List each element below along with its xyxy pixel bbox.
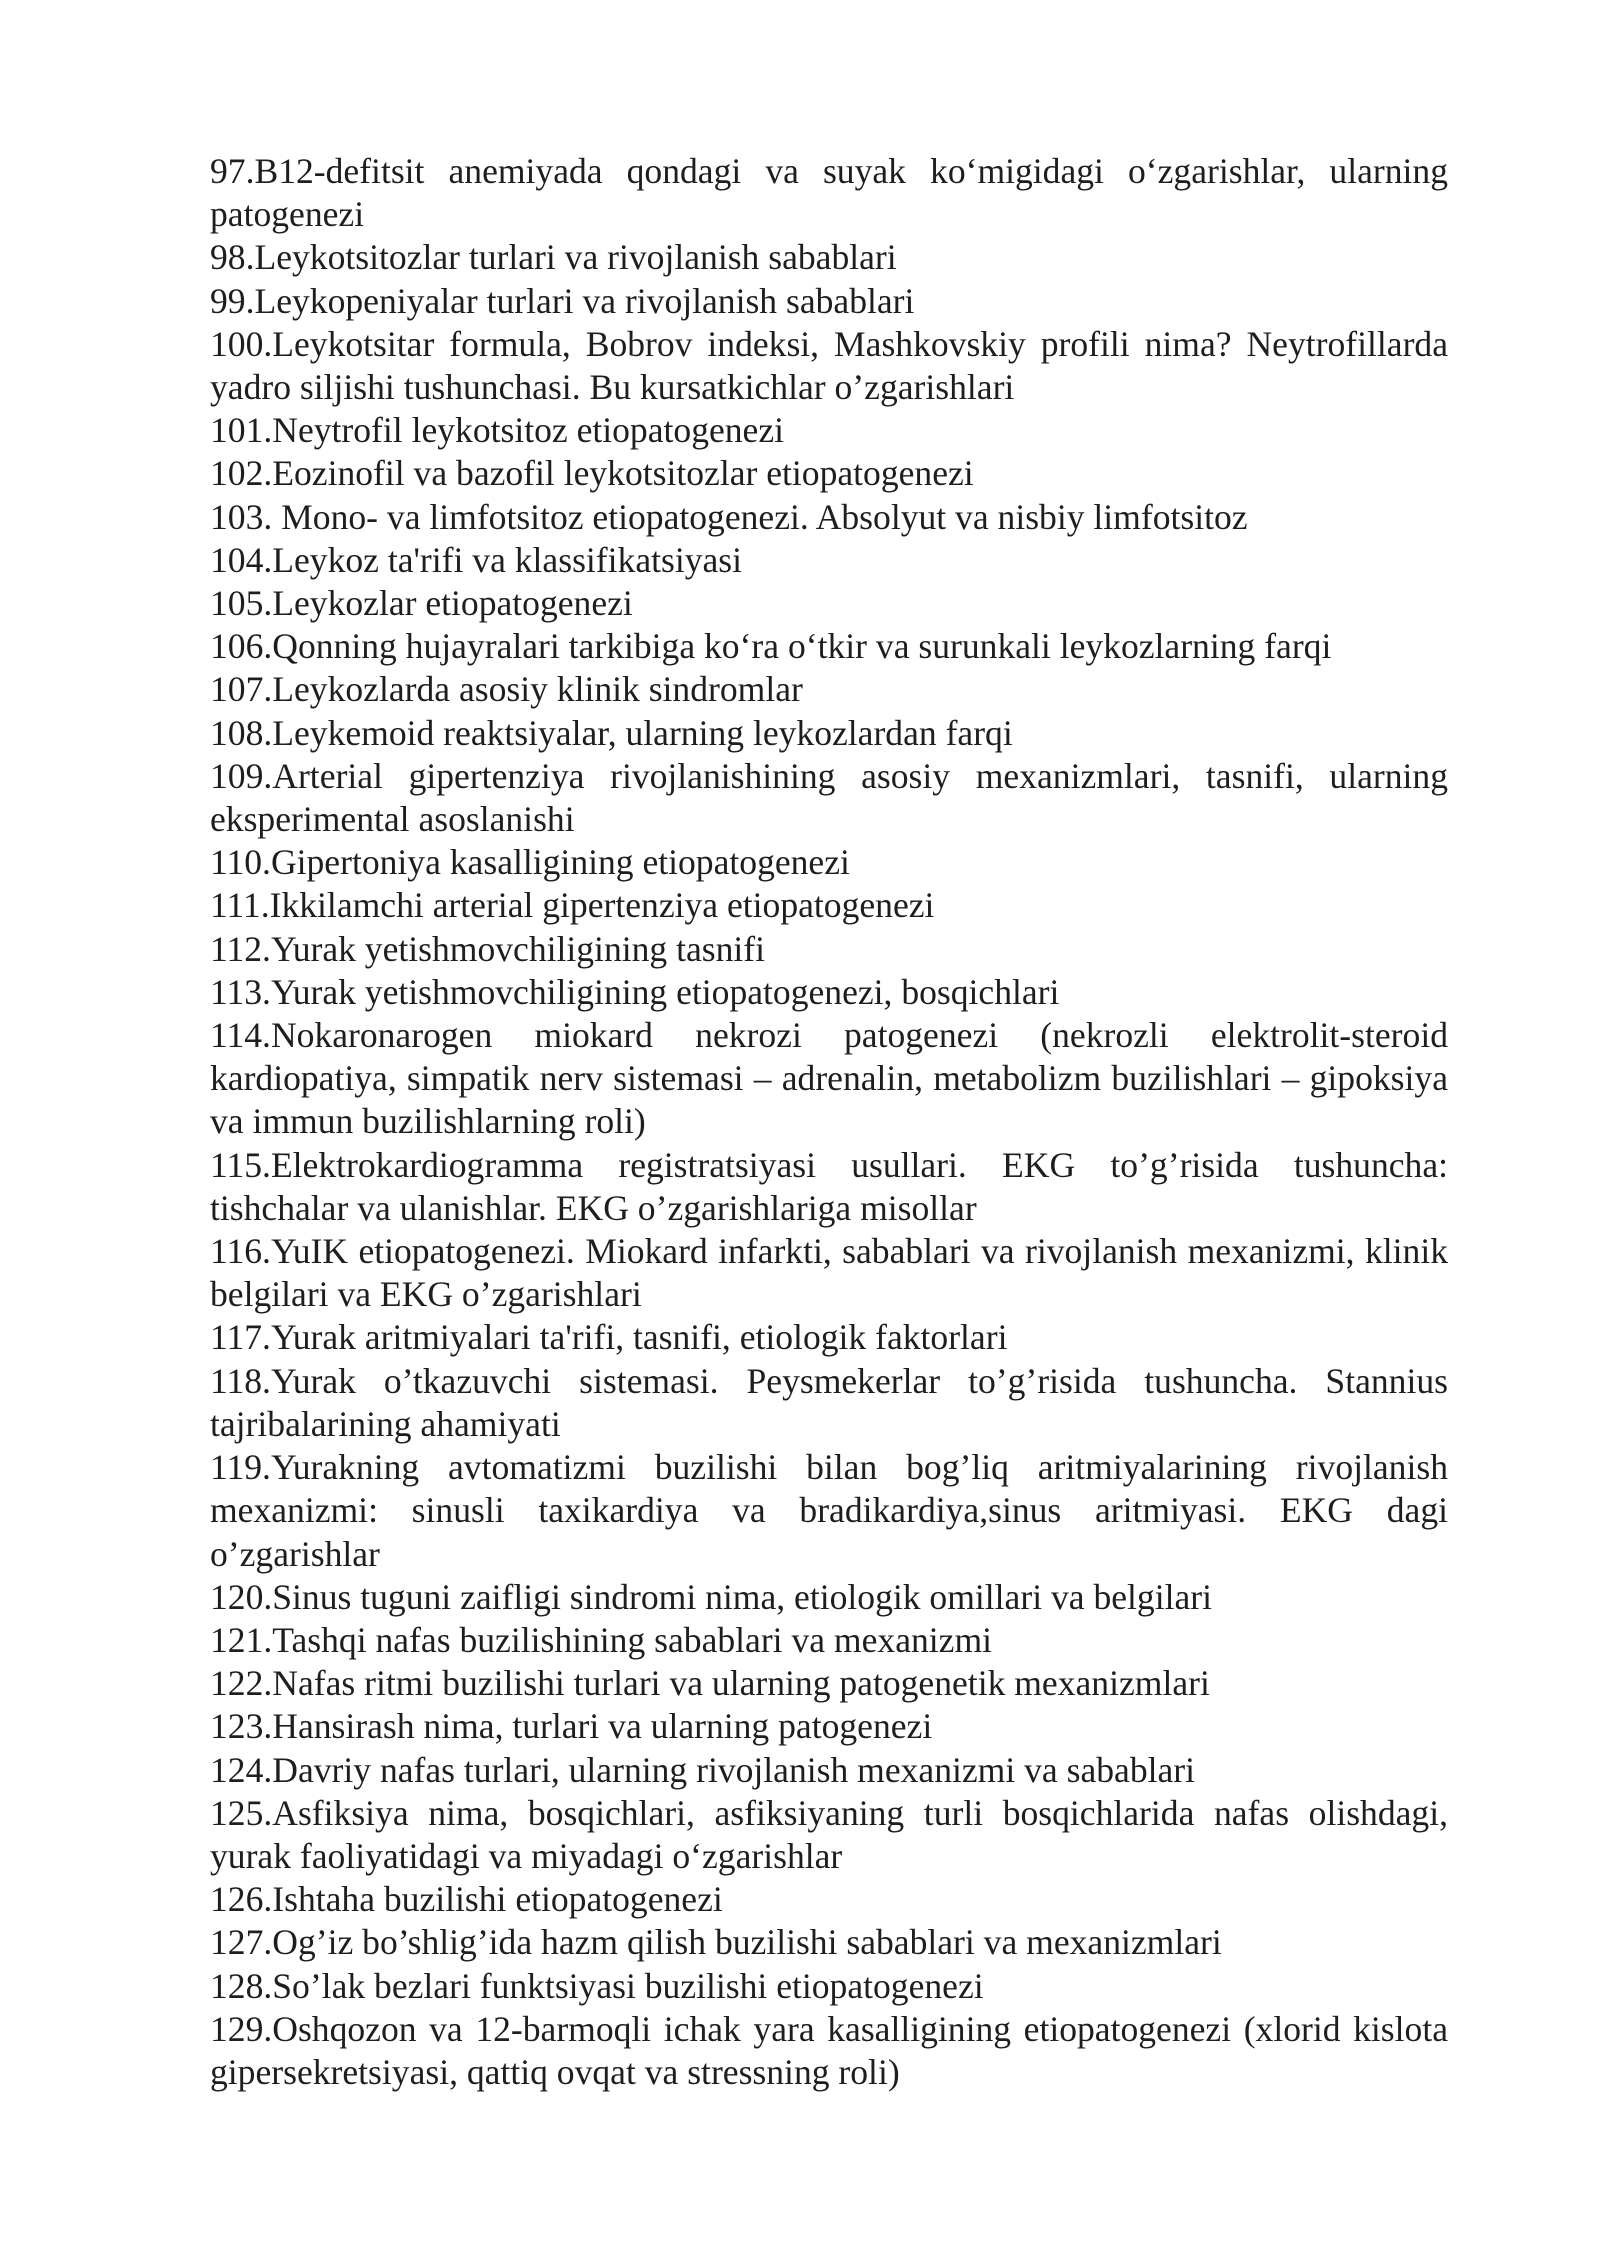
question-list <box>210 150 1448 2094</box>
list-item: 121.Tashqi nafas buzilishining sabablari va mexanizmi <box>210 1619 993 1660</box>
list-item: 102.Eozinofil va bazofil leykotsitozlar etiopatogenezi <box>210 453 974 494</box>
list-item: 127.Og’iz bo’shlig’ida hazm qilish buzilishi sabablari va mexanizmlari <box>210 1922 1222 1963</box>
list-item: 119.Yurakning avtomatizmi buzilishi bilan bog’liq aritmiyalarining rivojlanish mexanizmi: sinusli taxikardiya va bradikardiya,sinus aritmiyasi. EKG dagi o’zgarishlar <box>210 1447 1448 1574</box>
list-item: 122.Nafas ritmi buzilishi turlari va ularning patogenetik mexanizmlari <box>210 1663 1210 1704</box>
list-item: 117.Yurak aritmiyalari ta'rifi, tasnifi, etiologik faktorlari <box>210 1317 1008 1358</box>
list-item: 126.Ishtaha buzilishi etiopatogenezi <box>210 1879 723 1920</box>
list-item: 101.Neytrofil leykotsitoz etiopatogenezi <box>210 410 785 451</box>
list-item: 105.Leykozlar etiopatogenezi <box>210 583 633 624</box>
list-item: 108.Leykemoid reaktsiyalar, ularning leykozlardan farqi <box>210 712 1013 753</box>
list-item: 104.Leykoz ta'rifi va klassifikatsiyasi <box>210 539 743 580</box>
list-item: 123.Hansirash nima, turlari va ularning patogenezi <box>210 1706 933 1747</box>
list-item: 112.Yurak yetishmovchiligining tasnifi <box>210 928 766 969</box>
list-item: 100.Leykotsitar formula, Bobrov indeksi, Mashkovskiy profili nima? Neytrofillarda yadro siljishi tushunchasi. Bu kursatkichlar o’zgarishlari <box>210 323 1448 408</box>
list-item: 124.Davriy nafas turlari, ularning rivojlanish mexanizmi va sabablari <box>210 1749 1196 1790</box>
list-item: 103. Mono- va limfotsitoz etiopatogenezi. Absolyut va nisbiy limfotsitoz <box>210 496 1248 537</box>
list-item: 110.Gipertoniya kasalligining etiopatogenezi <box>210 842 850 883</box>
list-item: 129.Oshqozon va 12-barmoqli ichak yara kasalligining etiopatogenezi (xlorid kislota gipersekretsiyasi, qattiq ovqat va stressning roli) <box>210 2008 1448 2092</box>
list-item: 98.Leykotsitozlar turlari va rivojlanish sabablari <box>210 237 897 278</box>
list-item: 97.B12-defitsit anemiyada qondagi va suyak ko‘migidagi o‘zgarishlar, ularning patogenezi <box>210 151 1448 235</box>
list-item: 116.YuIK etiopatogenezi. Miokard infarkti, sabablari va rivojlanish mexanizmi, klinik belgilari va EKG o’zgarishlari <box>210 1231 1448 1315</box>
list-item: 113.Yurak yetishmovchiligining etiopatogenezi, bosqichlari <box>210 971 1060 1012</box>
list-item: 115.Elektrokardiogramma registratsiyasi usullari. EKG to’g’risida tushuncha: tishchalar va ulanishlar. EKG o’zgarishlariga misollar <box>210 1144 1448 1228</box>
list-item: 120.Sinus tuguni zaifligi sindromi nima, etiologik omillari va belgilari <box>210 1576 1212 1617</box>
list-item: 99.Leykopeniyalar turlari va rivojlanish sabablari <box>210 280 915 321</box>
list-item: 125.Asfiksiya nima, bosqichlari, asfiksiyaning turli bosqichlarida nafas olishdagi, yurak faoliyatidagi va miyadagi o‘zgarishlar <box>210 1792 1448 1876</box>
list-item: 114.Nokaronarogen miokard nekrozi patogenezi (nekrozli elektrolit-steroid kardiopatiya, simpatik nerv sistemasi – adrenalin, metabolizm buzilishlari – gipoksiya va immun buzilishlarning roli) <box>210 1015 1448 1142</box>
list-item: 118.Yurak o’tkazuvchi sistemasi. Peysmekerlar to’g’risida tushuncha. Stannius tajribalarining ahamiyati <box>210 1360 1448 1444</box>
list-item: 107.Leykozlarda asosiy klinik sindromlar <box>210 669 803 710</box>
list-item: 128.So’lak bezlari funktsiyasi buzilishi etiopatogenezi <box>210 1965 984 2006</box>
list-item: 109.Arterial gipertenziya rivojlanishining asosiy mexanizmlari, tasnifi, ularning eksperimental asoslanishi <box>210 755 1448 840</box>
list-item: 111.Ikkilamchi arterial gipertenziya etiopatogenezi <box>210 885 935 926</box>
list-item: 106.Qonning hujayralari tarkibiga ko‘ra o‘tkir va surunkali leykozlarning farqi <box>210 626 1332 667</box>
